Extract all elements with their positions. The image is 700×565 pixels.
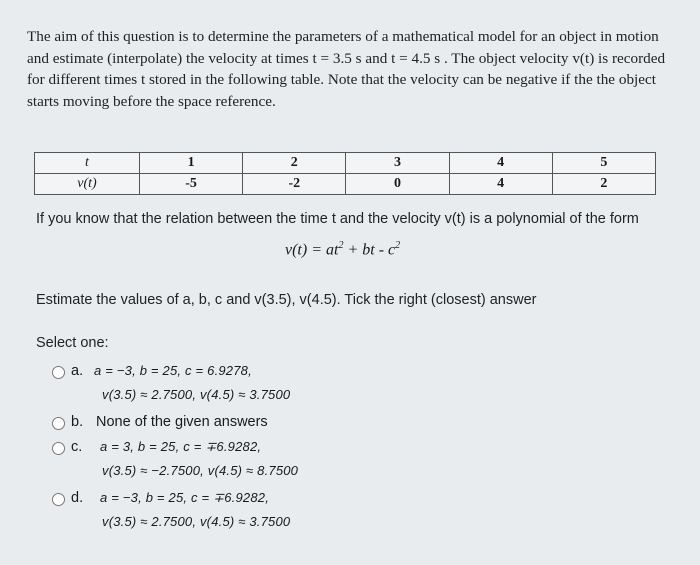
option-letter-c: c. — [71, 439, 83, 455]
formula-exponent-1: 2 — [338, 240, 344, 251]
option-d-line-1: a = −3, b = 25, c = ∓6.9282, — [100, 490, 270, 505]
option-c-line-1: a = 3, b = 25, c = ∓6.9282, — [100, 439, 262, 454]
radio-button-c[interactable] — [52, 442, 65, 455]
formula-lhs: v(t) = at — [285, 241, 339, 259]
option-c-line-2: v(3.5) ≈ −2.7500, v(4.5) ≈ 8.7500 — [102, 463, 299, 478]
polynomial-formula — [285, 240, 400, 259]
relation-text: If you know that the relation between the time t and the velocity v(t) is a polynomial of the form — [36, 211, 639, 227]
option-letter-a: a. — [71, 363, 84, 379]
select-one-label: Select one: — [36, 335, 109, 351]
intro-line-4: starts moving before the space reference. — [27, 92, 276, 110]
option-a-line-2: v(3.5) ≈ 2.7500, v(4.5) ≈ 3.7500 — [102, 387, 291, 402]
question-intro — [27, 26, 677, 112]
radio-button-a[interactable] — [52, 366, 65, 379]
table-cell: 0 — [346, 174, 449, 195]
option-letter-d: d. — [71, 490, 84, 506]
table-cell: 2 — [243, 153, 346, 174]
table-cell: 1 — [140, 153, 243, 174]
formula-exponent-2: 2 — [395, 240, 401, 251]
table-header-t: t — [35, 153, 140, 174]
option-b-text: None of the given answers — [96, 414, 268, 430]
table-header-vt: v(t) — [35, 174, 140, 195]
radio-button-b[interactable] — [52, 417, 65, 430]
table-cell: 5 — [552, 153, 655, 174]
radio-button-d[interactable] — [52, 493, 65, 506]
table-cell: -2 — [243, 174, 346, 195]
table-cell: 4 — [449, 153, 552, 174]
table-row-time — [35, 153, 656, 174]
table-cell: 3 — [346, 153, 449, 174]
option-letter-b: b. — [71, 414, 84, 430]
velocity-table — [34, 152, 656, 195]
table-cell: 2 — [552, 174, 655, 195]
option-a-line-1: a = −3, b = 25, c = 6.9278, — [94, 363, 252, 378]
intro-line-2: and estimate (interpolate) the velocity at times t = 3.5 s and t = 4.5 s . The object velocity v(t) is recorded — [27, 49, 666, 67]
table-cell: -5 — [140, 174, 243, 195]
intro-line-3: for different times t stored in the following table. Note that the velocity can be negative if the the object — [27, 71, 656, 88]
option-d-line-2: v(3.5) ≈ 2.7500, v(4.5) ≈ 3.7500 — [102, 514, 291, 529]
intro-line-1: The aim of this question is to determine the parameters of a mathematical model for an object in motion — [27, 28, 659, 45]
table-row-velocity — [35, 174, 656, 195]
formula-mid: + bt - c — [343, 241, 396, 259]
estimate-instruction: Estimate the values of a, b, c and v(3.5), v(4.5). Tick the right (closest) answer — [36, 292, 537, 308]
table-cell: 4 — [449, 174, 552, 195]
